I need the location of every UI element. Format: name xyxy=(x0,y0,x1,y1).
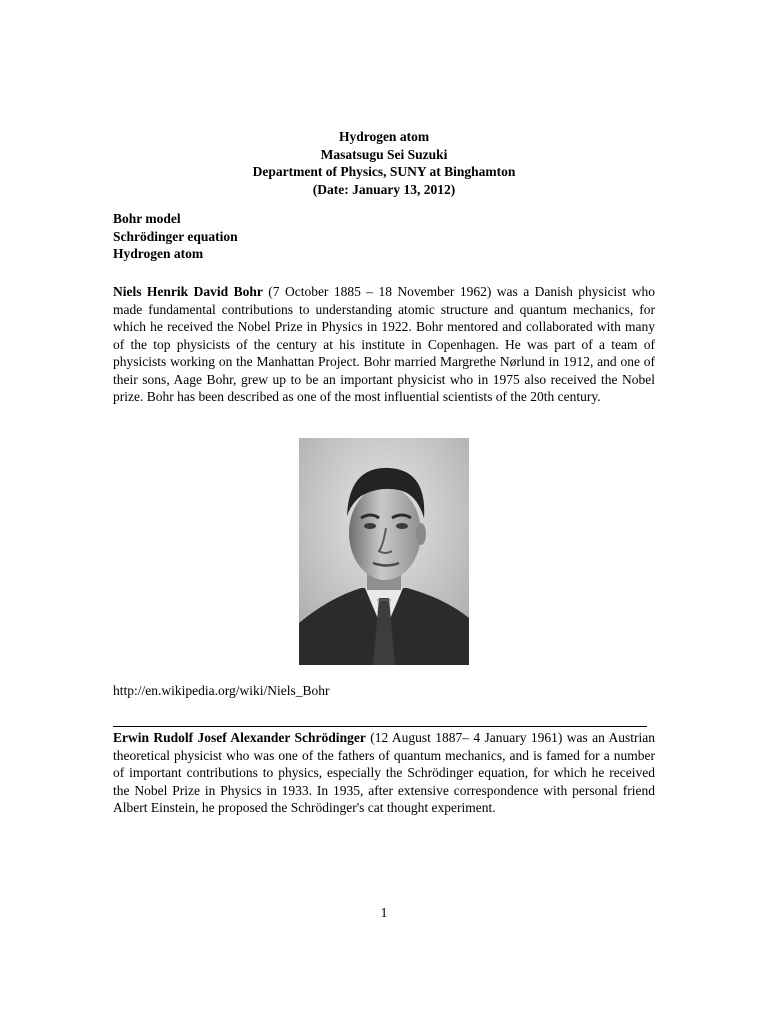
topic-list xyxy=(113,210,238,263)
document-date: (Date: January 13, 2012) xyxy=(312,181,456,197)
document-author: Masatsugu Sei Suzuki xyxy=(320,146,448,162)
document-header xyxy=(0,128,768,198)
schrodinger-bio-text: (12 August 1887– 4 January 1961) was an Austrian theoretical physicist who was one of the fathers of quantum mechanics, and is famed for a number of important contributions to physics, especially the Schrödinger equation, for which he received the Nobel Prize in Physics in 1933. In 1935, after extensive correspondence with personal friend Albert Einstein, he proposed the Schrödinger's cat thought experiment. xyxy=(113,730,656,815)
schrodinger-biography xyxy=(113,729,655,817)
bohr-biography xyxy=(113,283,655,406)
topic-item: Schrödinger equation xyxy=(113,228,238,244)
bohr-name: Niels Henrik David Bohr xyxy=(113,284,263,299)
section-divider xyxy=(113,726,647,727)
topic-item: Hydrogen atom xyxy=(113,246,204,261)
document-title: Hydrogen atom xyxy=(338,129,430,144)
schrodinger-name: Erwin Rudolf Josef Alexander Schrödinger xyxy=(113,730,366,745)
bohr-bio-text: (7 October 1885 – 18 November 1962) was a Danish physicist who made fundamental contributions to understanding atomic structure and quantum mechanics, for which he received the Nobel Prize in Physics in 1922. Bohr mentored and collaborated with many of the top physicists of the century at his institute in Copenhagen. He was part of a team of physicists working on the Manhattan Project. Bohr married Margrethe Nørlund in 1912, and one of their sons, Aage Bohr, grew up to be an important physicist who in 1975 also received the Nobel prize. Bohr has been described as one of the most influential scientists of the 20th century. xyxy=(113,284,655,404)
page-number: 1 xyxy=(380,905,388,920)
topic-item: Bohr model xyxy=(113,211,181,226)
bohr-portrait-photo xyxy=(299,438,469,665)
document-department: Department of Physics, SUNY at Binghamton xyxy=(252,164,516,179)
source-link[interactable]: http://en.wikipedia.org/wiki/Niels_Bohr xyxy=(113,683,330,698)
